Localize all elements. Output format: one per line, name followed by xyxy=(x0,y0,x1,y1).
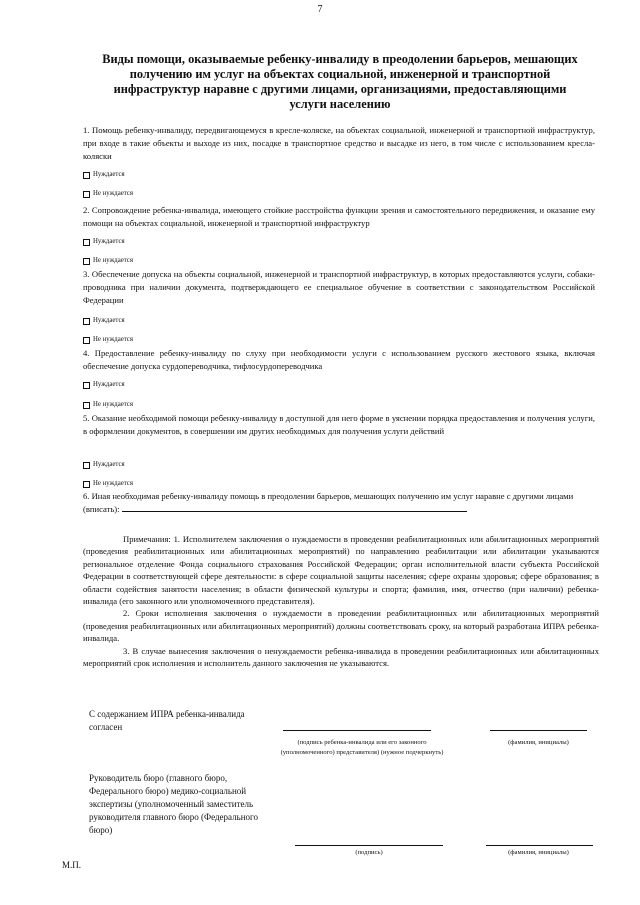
checkbox-label: Нуждается xyxy=(93,317,125,324)
checkbox-box[interactable] xyxy=(83,382,90,389)
checkbox-label: Нуждается xyxy=(93,381,125,388)
stamp-place: М.П. xyxy=(62,860,82,870)
item-1-text: 1. Помощь ребенку-инвалиду, передвигающемуся в кресле-коляске, на объектах социальной, инженерной и транспортной инфраструктур, при входе в такие объекты и выходе из них, посадке в транспортное средство и высадке из него, в том числе с использованием кресла-коляски xyxy=(83,125,595,161)
note-2: 2. Сроки исполнения заключения о нуждаемости в проведении реабилитационных или абилитационных мероприятий (проведения реабилитационных или абилитационных мероприятий) должны соответствовать сроку, на который разработана ИПРА ребенка-инвалида. xyxy=(83,608,599,644)
checkbox-label: Нуждается xyxy=(93,238,125,245)
signature-line-2[interactable] xyxy=(295,845,443,846)
title-line: получению им услуг на объектах социальной, инженерной и транспортной xyxy=(129,67,551,81)
checkbox-box[interactable] xyxy=(83,481,90,488)
checkbox-box[interactable] xyxy=(83,337,90,344)
checkbox-label: Не нуждается xyxy=(93,336,133,343)
checkbox-box[interactable] xyxy=(83,172,90,179)
checkbox-label: Нуждается xyxy=(93,171,125,178)
checkbox-no-need-3[interactable] xyxy=(83,335,133,345)
bureau-head-text: Руководитель бюро (главного бюро, Федерального бюро) медико-социальной экспертизы (уполномоченный заместитель руководителя главного бюро (Федерального бюро) xyxy=(89,773,258,835)
checkbox-need-1[interactable] xyxy=(83,170,125,180)
checkbox-need-4[interactable] xyxy=(83,380,125,390)
item-5-text: 5. Оказание необходимой помощи ребенку-инвалиду в доступной для него форме в уяснении порядка предоставления и получения услуги, в оформлении документов, в совершении им других необходимых для получения услуги действий xyxy=(83,413,595,436)
page-number: 7 xyxy=(317,4,323,15)
title-line: инфраструктур наравне с другими лицами, организациями, предоставляющими xyxy=(113,82,567,96)
initials-caption-1: (фамилия, инициалы) xyxy=(508,739,569,746)
checkbox-no-need-2[interactable] xyxy=(83,256,133,266)
checkbox-label: Не нуждается xyxy=(93,190,133,197)
signature-caption-1: (подпись ребенка-инвалида или его законного (уполномоченного) представителя) (нужное подчеркнуть) xyxy=(280,739,444,756)
checkbox-box[interactable] xyxy=(83,318,90,325)
checkbox-box[interactable] xyxy=(83,239,90,246)
checkbox-no-need-4[interactable] xyxy=(83,400,133,410)
checkbox-label: Нуждается xyxy=(93,461,125,468)
initials-caption-2: (фамилия, инициалы) xyxy=(508,849,569,856)
signature-line-1[interactable] xyxy=(283,730,431,731)
item-2-text: 2. Сопровождение ребенка-инвалида, имеющего стойкие расстройства функции зрения и самостоятельного передвижения, и оказание ему помощи на объектах социальной, инженерной и транспортной инфраструктур xyxy=(83,205,595,228)
checkbox-need-3[interactable] xyxy=(83,316,125,326)
item-6-label: 6. Иная необходимая ребенку-инвалиду помощь в преодолении барьеров, мешающих получению им услуг наравне с другими лицами (вписать): xyxy=(83,491,574,514)
title-line: Виды помощи, оказываемые ребенку-инвалиду в преодолении барьеров, мешающих xyxy=(102,52,578,66)
checkbox-box[interactable] xyxy=(83,462,90,469)
checkbox-need-2[interactable] xyxy=(83,237,125,247)
title-line: услуги населению xyxy=(289,97,391,111)
write-in-field[interactable] xyxy=(122,503,467,512)
checkbox-label: Не нуждается xyxy=(93,257,133,264)
checkbox-box[interactable] xyxy=(83,258,90,265)
checkbox-no-need-1[interactable] xyxy=(83,189,133,199)
note-3: 3. В случае вынесения заключения о ненуждаемости ребенка-инвалида в проведении реабилитационных или абилитационных мероприятий срок исполнения и исполнитель данного заключения не указываются. xyxy=(83,645,599,669)
agree-text: С содержанием ИПРА ребенка-инвалида согласен xyxy=(89,709,245,732)
checkbox-label: Не нуждается xyxy=(93,480,133,487)
notes-section xyxy=(83,533,599,669)
item-4-text: 4. Предоставление ребенку-инвалиду по слуху при необходимости услуги с использованием русского жестового языка, включая обеспечение допуска сурдопереводчика, тифлосурдопереводчика xyxy=(83,348,595,371)
item-6-text xyxy=(83,490,595,516)
page-title xyxy=(80,52,600,112)
checkbox-label: Не нуждается xyxy=(93,401,133,408)
signature-caption-2: (подпись) xyxy=(355,849,383,856)
initials-line-1[interactable] xyxy=(490,730,587,731)
checkbox-box[interactable] xyxy=(83,191,90,198)
checkbox-box[interactable] xyxy=(83,402,90,409)
checkbox-no-need-5[interactable] xyxy=(83,479,133,489)
note-1: Примечания: 1. Исполнителем заключения о нуждаемости в проведении реабилитационных или абилитационных мероприятий (проведения реабилитационных или абилитационных мероприятий) по направлению реабилитации или абилитации указываются региональное отделение Фонда социального страхования Российской Федерации; орган исполнительной власти субъекта Российской Федерации в соответствующей сфере деятельности: в сфере социальной защиты населения; сфере охраны здоровья; сфере образования; в области содействия занятости населения; в области физической культуры и спорта; фамилия, имя, отчество (при наличии) ребенка-инвалида (его законного или уполномоченного представителя). xyxy=(83,534,599,607)
checkbox-need-5[interactable] xyxy=(83,460,125,470)
initials-line-2[interactable] xyxy=(486,845,593,846)
item-3-text: 3. Обеспечение допуска на объекты социальной, инженерной и транспортной инфраструктур, в которых предоставляются услуги, собаки-проводника при наличии документа, подтверждающего ее специальное обучение в соответствии с законодательством Российской Федерации xyxy=(83,269,595,305)
